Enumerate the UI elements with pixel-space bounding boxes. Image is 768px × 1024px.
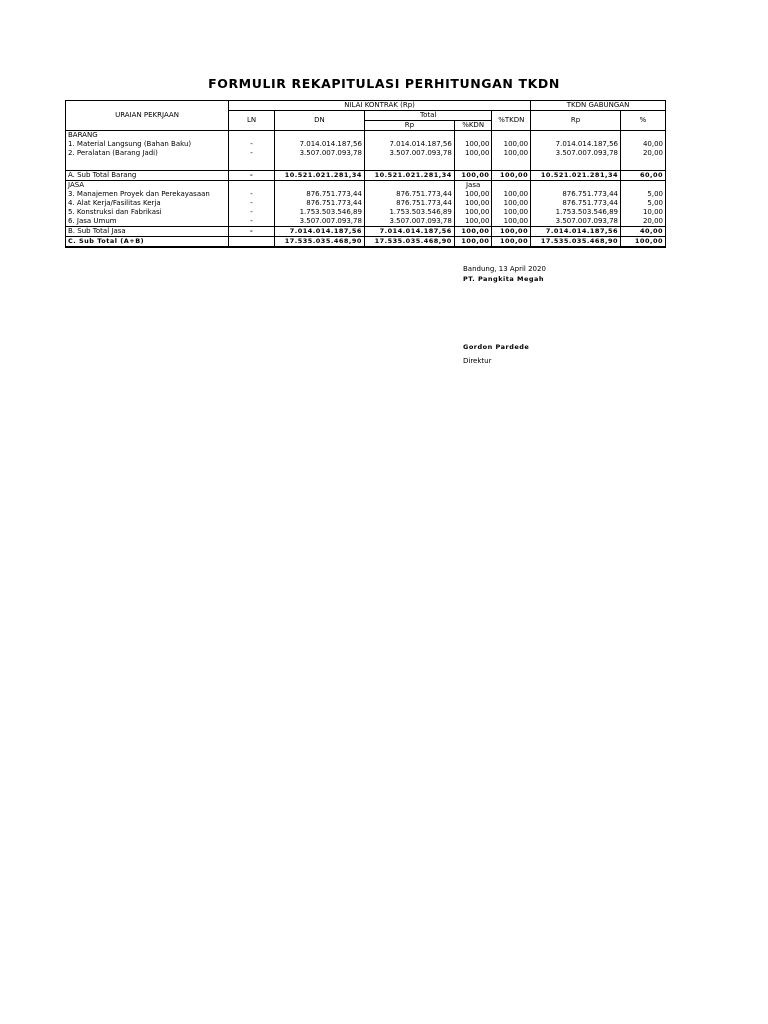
table-row: 2. Peralatan (Barang Jadi) - 3.507.007.093,78 3.507.007.093,78 100,00 100,00 3.507.007.093,78 20,00 <box>66 149 666 158</box>
table-row: 4. Alat Kerja/Fasilitas Kerja - 876.751.773,44 876.751.773,44 100,00 100,00 876.751.773,44 5,00 <box>66 199 666 208</box>
header-nilai-kontrak: NILAI KONTRAK (Rp) <box>229 101 531 111</box>
signature-position: Direktur <box>463 357 492 365</box>
header-uraian: URAIAN PEKRJAAN <box>66 101 229 131</box>
subtotal-row-barang: A. Sub Total Barang - 10.521.021.281,34 10.521.021.281,34 100,00 100,00 10.521.021.281,34 60,00 <box>66 171 666 181</box>
table-row: 1. Material Langsung (Bahan Baku) - 7.014.014.187,56 7.014.014.187,56 100,00 100,00 7.014.014.187,56 40,00 <box>66 140 666 149</box>
spacer-row <box>66 158 666 171</box>
header-tkdn-pct: %TKDN <box>492 111 531 131</box>
section-label-barang: BARANG <box>66 131 229 141</box>
header-kdn-pct: %KDN <box>454 121 492 131</box>
section-row-barang <box>66 131 666 141</box>
header-dn: DN <box>275 111 365 131</box>
table-row: 6. Jasa Umum - 3.507.007.093,78 3.507.007.093,78 100,00 100,00 3.507.007.093,78 20,00 <box>66 217 666 227</box>
header-row-1 <box>66 101 666 111</box>
header-total: Total <box>364 111 492 121</box>
header-gabungan-rp: Rp <box>531 111 621 131</box>
section-row-jasa <box>66 181 666 191</box>
kdn-jasa-label: Jasa <box>454 181 492 191</box>
table-row: 3. Manajemen Proyek dan Perekayasaan - 876.751.773,44 876.751.773,44 100,00 100,00 876.751.773,44 5,00 <box>66 190 666 199</box>
signature-place-date: Bandung, 13 April 2020 <box>463 265 546 273</box>
subtotal-row-jasa: B. Sub Total Jasa - 7.014.014.187,56 7.014.014.187,56 100,00 100,00 7.014.014.187,56 40,00 <box>66 227 666 237</box>
header-ln: LN <box>229 111 275 131</box>
grand-total-row: C. Sub Total (A+B) 17.535.035.468,90 17.535.035.468,90 100,00 100,00 17.535.035.468,90 100,00 <box>66 237 666 248</box>
signature-company: PT. Pangkita Megah <box>463 275 545 283</box>
page-title: FORMULIR REKAPITULASI PERHITUNGAN TKDN <box>208 76 560 91</box>
signature-name: Gordon Pardede <box>463 343 530 351</box>
header-gabungan-pct: % <box>621 111 666 131</box>
section-label-jasa: JASA <box>66 181 229 191</box>
table-row: 5. Konstruksi dan Fabrikasi - 1.753.503.546,89 1.753.503.546,89 100,00 100,00 1.753.503.546,89 10,00 <box>66 208 666 217</box>
tkdn-recap-table <box>65 100 666 248</box>
header-total-rp: Rp <box>364 121 454 131</box>
header-tkdn-gabungan: TKDN GABUNGAN <box>531 101 666 111</box>
